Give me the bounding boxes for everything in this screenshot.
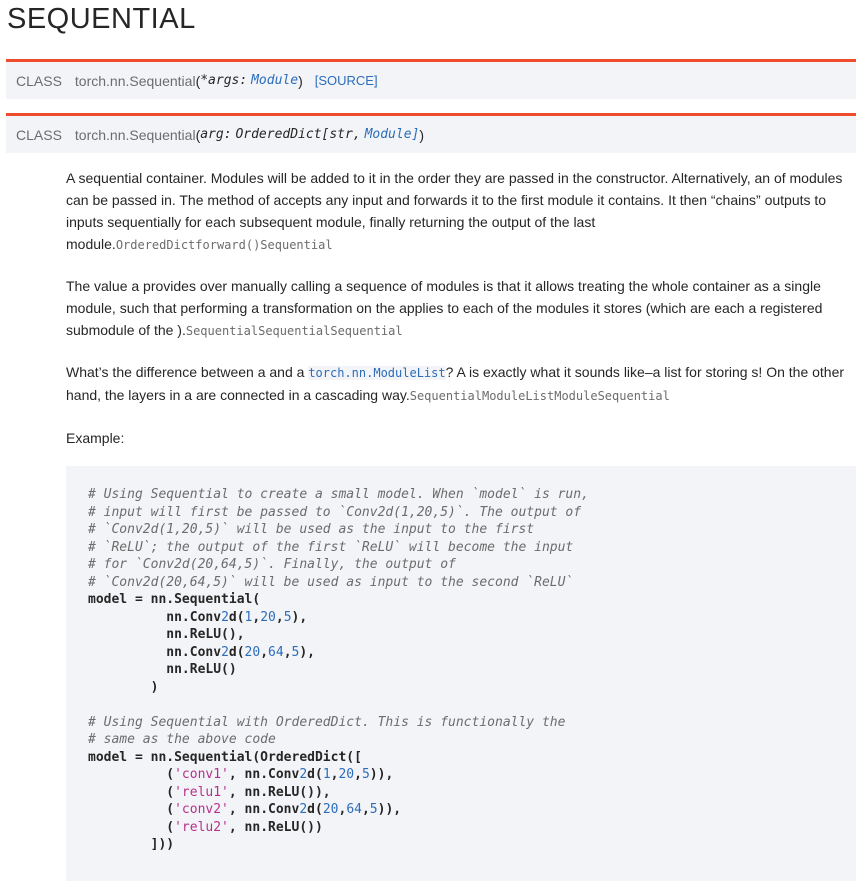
code-line: ('relu2', nn.ReLU()) xyxy=(88,819,323,835)
arg-type-prefix: OrderedDict[str, xyxy=(235,127,361,142)
code-line: ('relu1', nn.ReLU()), xyxy=(88,784,331,800)
code-line: ('conv2', nn.Conv2d(20,64,5)), xyxy=(88,802,402,817)
arg-name: *args: xyxy=(200,73,248,88)
description-paragraph-1 xyxy=(66,167,850,256)
source-link[interactable]: [SOURCE] xyxy=(314,73,378,88)
code-line: # `Conv2d(1,20,5)` will be used as the input to the first xyxy=(88,522,535,537)
modulelist-link[interactable]: torch.nn.ModuleList xyxy=(308,366,446,380)
code-line: ('conv1', nn.Conv2d(1,20,5)), xyxy=(88,767,394,782)
code-line: # `Conv2d(20,64,5)` will be used as input to the second `ReLU` xyxy=(88,574,574,590)
paragraph-text: The value a provides over manually calling a sequence of modules is that it allows treating the whole container as a single module, such that performing a transformation on the applies to each of the modules it stores (which are each a registered submodule of the ). xyxy=(66,278,823,338)
class-signature-ordereddict xyxy=(6,113,856,153)
code-line: nn.Conv2d(20,64,5), xyxy=(88,644,315,660)
class-signature-args xyxy=(6,59,856,99)
code-example-block xyxy=(66,466,856,881)
close-paren: ) xyxy=(298,72,303,89)
arg-name: arg: xyxy=(200,127,232,142)
inline-code: OrderedDictforward()Sequential xyxy=(115,238,333,252)
code-line: ) xyxy=(88,679,159,695)
paragraph-text: A sequential container. Modules will be added to it in the order they are passed in the constructor. Alternatively, an of modules can be passed in. The method of accepts any input and forwards it to the first module it contains. It then “chains” outputs to inputs sequentially for each subsequent module, finally returning the output of the last module. xyxy=(66,170,843,252)
code-line: # Using Sequential with OrderedDict. This is functionally the xyxy=(88,714,566,730)
class-keyword: CLASS xyxy=(16,72,62,89)
example-label: Example: xyxy=(66,430,125,446)
code-line: model = nn.Sequential( xyxy=(88,592,261,607)
open-paren: ( xyxy=(195,126,201,143)
class-keyword: CLASS xyxy=(16,126,62,143)
code-line: ])) xyxy=(88,837,175,852)
code-line xyxy=(88,696,834,714)
code-line: nn.Conv2d(1,20,5), xyxy=(88,609,308,625)
inline-code: SequentialModuleListModuleSequential xyxy=(409,389,670,403)
open-paren: ( xyxy=(195,72,201,89)
code-line: # Using Sequential to create a small model. When `model` is run, xyxy=(88,487,589,502)
description-paragraph-2 xyxy=(66,275,850,342)
code-line: nn.ReLU(), xyxy=(88,627,245,642)
code-line: nn.ReLU() xyxy=(88,662,237,677)
close-paren: ) xyxy=(419,126,425,143)
arg-type-link[interactable]: Module] xyxy=(364,127,420,142)
code-line: # `ReLU`; the output of the first `ReLU` will become the input xyxy=(88,539,574,555)
code-line: # same as the above code xyxy=(88,732,276,747)
class-name: torch.nn.Sequential xyxy=(74,126,196,143)
paragraph-text: ? A is exactly what it sounds like–a list for storing s! On the other hand, the layers in a are connected in a cascading way. xyxy=(66,364,845,403)
paragraph-text: What’s the difference between a and a xyxy=(66,364,309,380)
class-name: torch.nn.Sequential xyxy=(74,72,196,89)
code-listing xyxy=(88,486,834,854)
arg-type-link[interactable]: Module xyxy=(251,73,299,88)
description-paragraph-3 xyxy=(66,361,850,407)
inline-code: SequentialSequentialSequential xyxy=(185,324,403,338)
code-line: # for `Conv2d(20,64,5)`. Finally, the output of xyxy=(88,557,456,572)
code-line: model = nn.Sequential(OrderedDict([ xyxy=(88,749,362,765)
page-title: SEQUENTIAL xyxy=(7,3,196,35)
code-line: # input will first be passed to `Conv2d(1,20,5)`. The output of xyxy=(88,504,582,520)
